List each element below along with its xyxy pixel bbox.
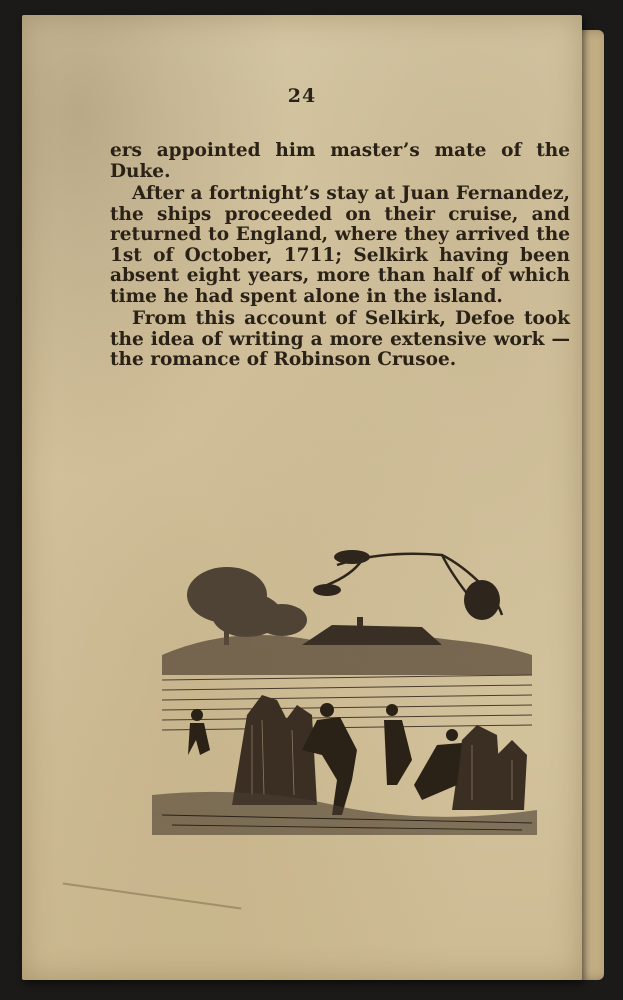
- page-number: 24: [287, 85, 317, 107]
- paragraph-2: After a fortnight’s stay at Juan Fernandez, the ships proceeded on their cruise, and returned to England, where they arrived the 1st of October, 1711; Selkirk having been absent eight years, more than half of which time he had spent alone in the island.: [110, 183, 570, 307]
- harvest-woodcut-illustration: [152, 545, 537, 835]
- paragraph-3: From this account of Selkirk, Defoe took the idea of writing a more extensive work —the romance of Robinson Crusoe.: [110, 308, 570, 370]
- paper-crease: [63, 882, 242, 909]
- body-text: [110, 141, 570, 373]
- book-page: [22, 15, 582, 980]
- paragraph-1: ers appointed him master’s mate of the Duke.: [110, 140, 570, 182]
